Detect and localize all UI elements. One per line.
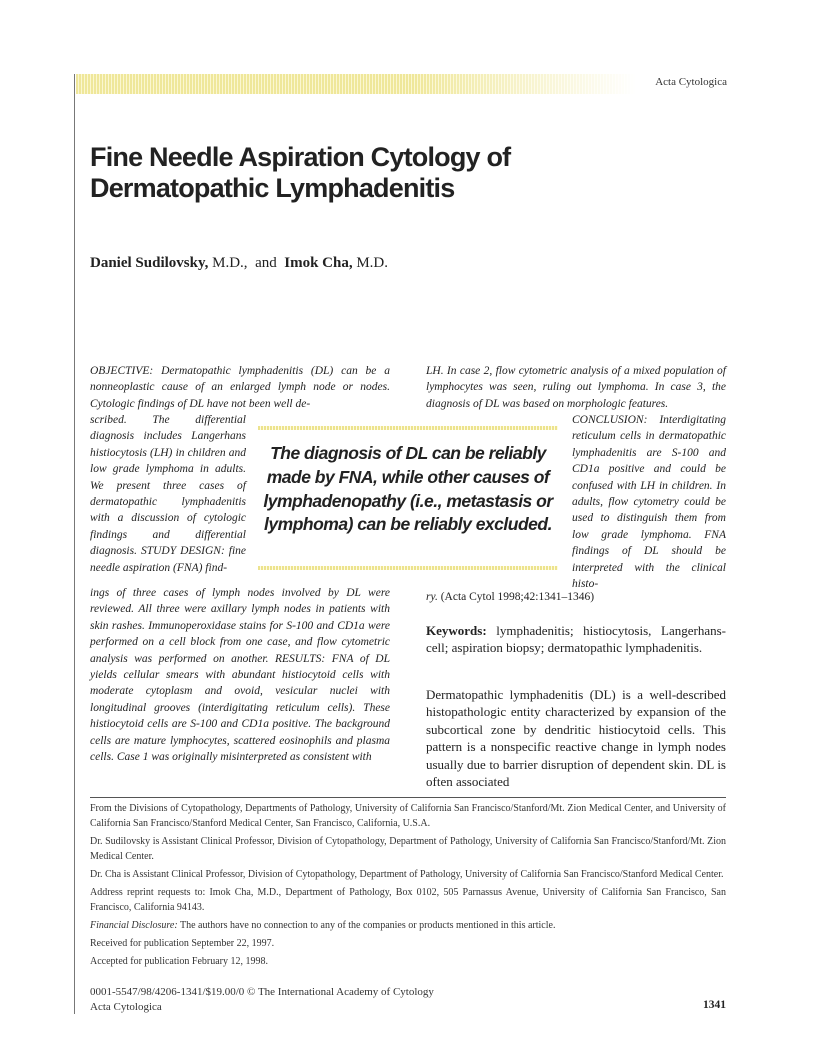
- author-2-degree: M.D.: [356, 255, 389, 271]
- abstract-col1-top: OBJECTIVE: Dermatopathic lymphadenitis (DL) can be a nonneoplastic cause of an enlarged lymph node or nodes. Cytologic findings of DL have not been well de-: [90, 365, 390, 410]
- keywords: [426, 622, 726, 657]
- margin-rule: [74, 74, 75, 1014]
- footnote-disclosure: [90, 918, 726, 933]
- footnote-affiliation: From the Divisions of Cytopathology, Departments of Pathology, University of California San Francisco/Stanford/Mt. Zion Medical Center, and University of California San Francisco/Stanford Medical Center, San Francisco, California, U.S.A.: [90, 803, 726, 829]
- keywords-text: lymphadenitis; histiocytosis, Langerhans-cell; aspiration biopsy; dermatopathic lymphadenitis.: [426, 623, 726, 656]
- footnote-rule: [90, 797, 726, 798]
- pullquote: The diagnosis of DL can be reliably made by FNA, while other causes of lymphadenopathy (i.e., metastasis or lymphoma) can be reliably excluded.: [263, 443, 553, 535]
- journal-header: Acta Cytologica: [655, 76, 727, 88]
- introduction-paragraph: Dermatopathic lymphadenitis (DL) is a well-described histopathologic entity characterized by expansion of the subcortical zone by dendritic histiocytoid cells. This pattern is a nonspecific reactive change in lymph nodes usually due to barrier disruption of dependent skin. DL is often associated: [426, 687, 726, 790]
- abstract-citation-ref: (Acta Cytol 1998;42:1341–1346): [440, 591, 595, 603]
- footnote-accepted: Accepted for publication February 12, 1998.: [90, 956, 269, 967]
- footnote-author-1: Dr. Sudilovsky is Assistant Clinical Professor, Division of Cytopathology, Department of Pathology, University of California San Francisco/Stanford/Mt. Zion Medical Center.: [90, 836, 726, 862]
- pullquote-bottom-rule: [258, 566, 558, 570]
- author-conjunction: and: [255, 255, 277, 271]
- author-1-name: Daniel Sudilovsky,: [90, 255, 209, 271]
- author-1-degree: M.D.,: [212, 255, 248, 271]
- footnotes: [90, 801, 726, 972]
- pullquote-top-rule: [258, 426, 558, 430]
- footnote-reprint: Address reprint requests to: Imok Cha, M.D., Department of Pathology, Box 0102, 505 Parnassus Avenue, University of California San Francisco, San Francisco, California 94143.: [90, 887, 726, 913]
- abstract-col1-bottom: ings of three cases of lymph nodes involved by DL were reviewed. All three were axillary lymph nodes in patients with skin rashes. Immunoperoxidase stains for S-100 and CD1a were performed on a cell block from one case, and flow cytometric analysis was performed on another. RESULTS: FNA of DL yields cellular smears with abundant histiocytoid cells with moderate cytoplasm and ovoid, vesicular nuclei with longitudinal grooves (interdigitating reticulum cells). These histiocytoid cells are S-100 and CD1a positive. The background cells are mature lymphocytes, scattered eosinophils and plasma cells. Case 1 was originally misinterpreted as consistent with: [90, 587, 390, 764]
- footer-journal: Acta Cytologica: [90, 1001, 162, 1013]
- keywords-label: Keywords:: [426, 623, 487, 638]
- abstract-citation: [426, 589, 726, 605]
- disclosure-text: The authors have no connection to any of the companies or products mentioned in this article.: [180, 920, 556, 931]
- footnote-received: Received for publication September 22, 1997.: [90, 938, 275, 949]
- copyright-line: 0001-5547/98/4206-1341/$19.00/0 © The International Academy of Cytology: [90, 986, 434, 998]
- title-line-2: Dermatopathic Lymphadenitis: [90, 173, 455, 203]
- author-line: [90, 255, 388, 272]
- author-2-name: Imok Cha,: [284, 255, 353, 271]
- footnote-author-2: Dr. Cha is Assistant Clinical Professor, Division of Cytopathology, Department of Pathology, University of California San Francisco/Stanford Medical Center.: [90, 869, 724, 880]
- article-title: [90, 142, 690, 204]
- abstract-col2-top: LH. In case 2, flow cytometric analysis of a mixed population of lymphocytes was seen, ruling out lymphoma. In case 3, the diagnosis of DL was based on morphologic features.: [426, 365, 726, 410]
- disclosure-label: Financial Disclosure:: [90, 920, 178, 931]
- page-number: 1341: [703, 999, 726, 1011]
- abstract-citation-tail: ry.: [426, 591, 438, 603]
- title-line-1: Fine Needle Aspiration Cytology of: [90, 142, 511, 172]
- abstract-col1-left: scribed. The differential diagnosis includes Langerhans histiocytosis (LH) in children and low grade lymphoma in adults. We present three cases of dermatopathic lymphadenitis with a discussion of cytologic findings and differential diagnosis. STUDY DESIGN: fine needle aspiration (FNA) find-: [90, 414, 246, 574]
- abstract-col2-right: CONCLUSION: Interdigitating reticulum cells in dermatopathic lymphadenitis are S-100 and CD1a positive and could be confused with LH in children. In adults, flow cytometry could be used to distinguish them from low grade lymphoma. FNA findings of DL should be interpreted with the clinical histo-: [572, 414, 726, 591]
- header-band: [76, 74, 636, 94]
